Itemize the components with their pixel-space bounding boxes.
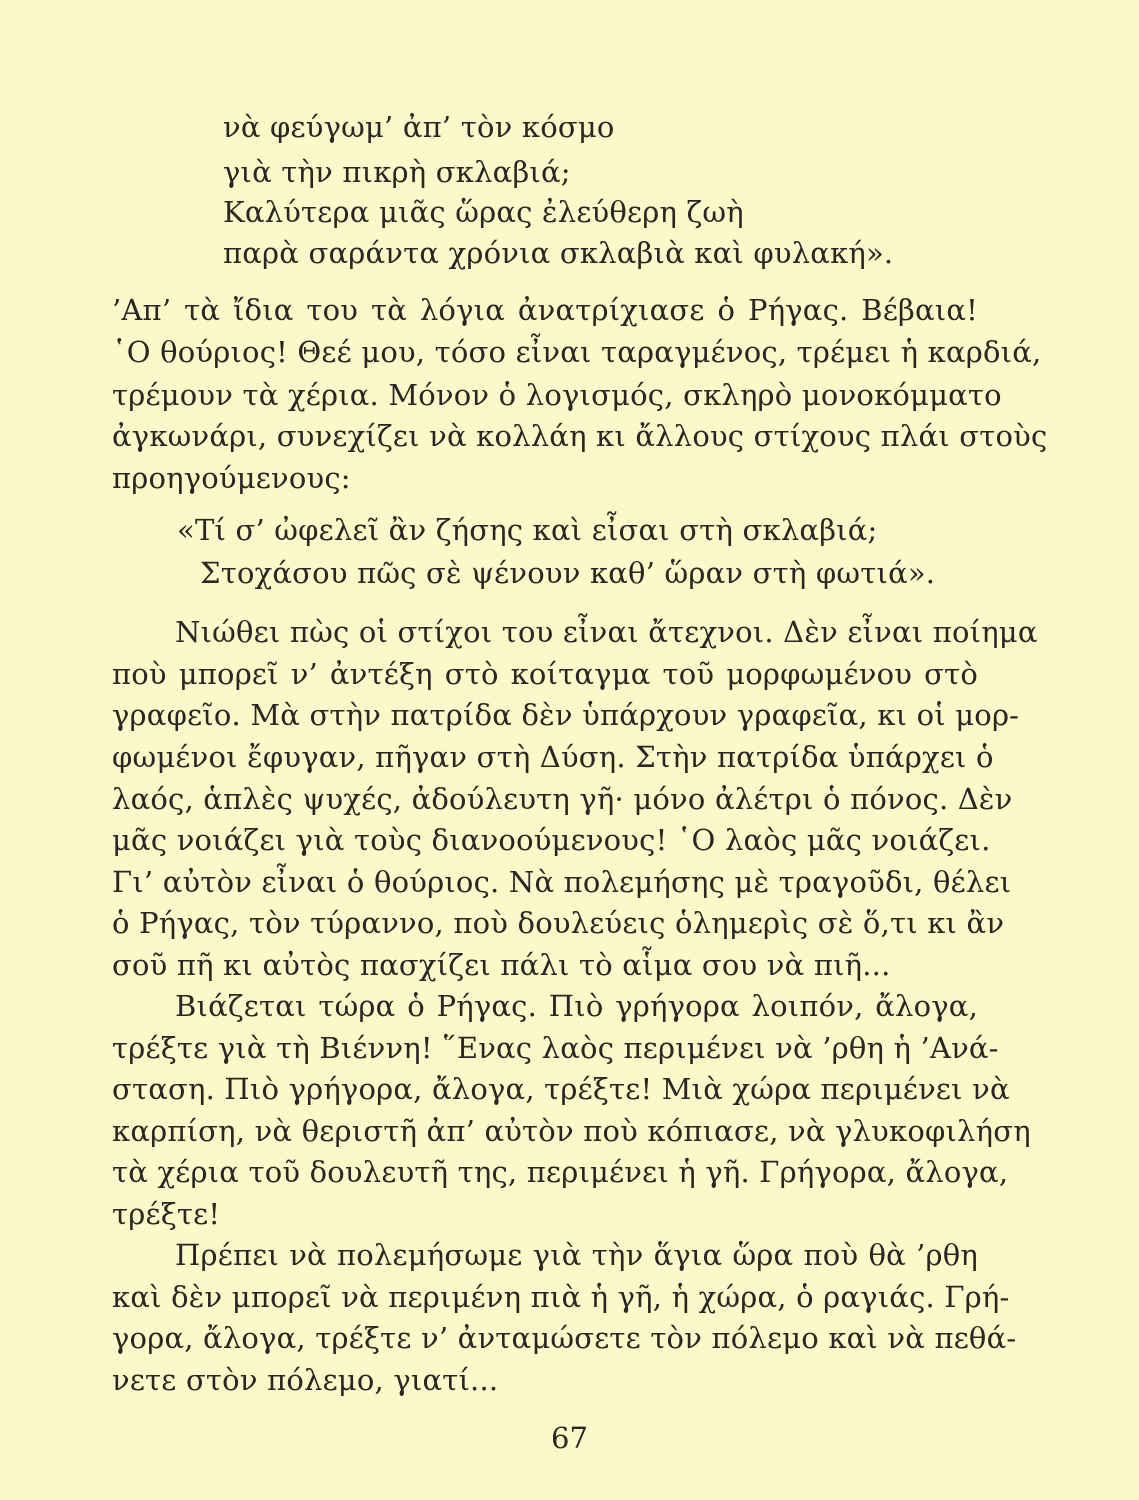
paragraph-line: ἀγκωνάρι, συνεχίζει νὰ κολλάη κι ἄλλους στίχους πλάι στοὺς bbox=[112, 419, 1048, 453]
paragraph-line: ῾Ο θούριος! Θεέ μου, τόσο εἶναι ταραγμένος, τρέμει ἡ καρδιά, bbox=[112, 335, 1042, 369]
paragraph-line: ὁ Ρήγας, τὸν τύραννο, ποὺ δουλεύεις ὁλημερὶς σὲ ὅ,τι κι ἂν bbox=[112, 906, 1005, 940]
paragraph-line: τρέμουν τὰ χέρια. Μόνον ὁ λογισμός, σκληρὸ μονοκόμματο bbox=[112, 378, 1002, 412]
paragraph-line: φωμένοι ἔφυγαν, πῆγαν στὴ Δύση. Στὴν πατρίδα ὑπάρχει ὁ bbox=[112, 740, 994, 774]
paragraph-line: Γι’ αὐτὸν εἶναι ὁ θούριος. Νὰ πολεμήσης μὲ τραγοῦδι, θέλει bbox=[112, 865, 1012, 899]
paragraph-line: τὰ χέρια τοῦ δουλευτῆ της, περιμένει ἡ γῆ. Γρήγορα, ἄλογα, bbox=[112, 1155, 1009, 1189]
paragraph-line: γορα, ἄλογα, τρέξτε ν’ ἀνταμώσετε τὸν πόλεμο καὶ νὰ πεθά- bbox=[112, 1321, 1017, 1355]
paragraph-line: ποὺ μπορεῖ ν’ ἀντέξη στὸ κοίταγμα τοῦ μορφωμένου στὸ bbox=[112, 657, 978, 691]
paragraph-line: Νιώθει πὼς οἱ στίχοι του εἶναι ἄτεχνοι. Δὲν εἶναι ποίημα bbox=[175, 615, 1038, 649]
paragraph-line: σταση. Πιὸ γρήγορα, ἄλογα, τρέξτε! Μιὰ χώρα περιμένει νὰ bbox=[112, 1072, 1010, 1106]
paragraph-line: τρέξτε! bbox=[112, 1197, 221, 1231]
paragraph-line: Βιάζεται τώρα ὁ Ρήγας. Πιὸ γρήγορα λοιπόν, ἄλογα, bbox=[175, 989, 978, 1023]
paragraph-line: ’Απ’ τὰ ἴδια του τὰ λόγια ἀνατρίχιασε ὁ Ρήγας. Βέβαια! bbox=[112, 293, 978, 327]
verse-line: παρὰ σαράντα χρόνια σκλαβιὰ καὶ φυλακή». bbox=[223, 236, 894, 270]
paragraph-line: προηγούμενους: bbox=[112, 461, 351, 495]
paragraph-line: λαός, ἁπλὲς ψυχές, ἀδούλευτη γῆ· μόνο ἀλέτρι ὁ πόνος. Δὲν bbox=[112, 782, 1013, 816]
paragraph-line: μᾶς νοιάζει γιὰ τοὺς διανοούμενους! ῾Ο λαὸς μᾶς νοιάζει. bbox=[112, 823, 991, 857]
verse-line: Καλύτερα μιᾶς ὥρας ἐλεύθερη ζωὴ bbox=[223, 195, 744, 229]
verse-line: γιὰ τὴν πικρὴ σκλαβιά; bbox=[223, 155, 571, 189]
paragraph-line: Πρέπει νὰ πολεμήσωμε γιὰ τὴν ἅγια ὥρα ποὺ θὰ ’ρθη bbox=[175, 1238, 978, 1272]
page-number: 67 bbox=[551, 1421, 588, 1455]
verse-line: Στοχάσου πῶς σὲ ψένουν καθ’ ὥραν στὴ φωτιά». bbox=[200, 556, 936, 590]
verse-line: νὰ φεύγωμ’ ἀπ’ τὸν κόσμο bbox=[223, 110, 615, 144]
paragraph-line: σοῦ πῆ κι αὐτὸς πασχίζει πάλι τὸ αἷμα σου νὰ πιῆ... bbox=[112, 948, 891, 982]
paragraph-line: καρπίση, νὰ θεριστῆ ἀπ’ αὐτὸν ποὺ κόπιασε, νὰ γλυκοφιλήση bbox=[112, 1114, 1031, 1148]
paragraph-line: καὶ δὲν μπορεῖ νὰ περιμένη πιὰ ἡ γῆ, ἡ χώρα, ὁ ραγιάς. Γρή- bbox=[112, 1280, 1010, 1314]
paragraph-line: γραφεῖο. Μὰ στὴν πατρίδα δὲν ὑπάρχουν γραφεῖα, κι οἱ μορ- bbox=[112, 698, 1020, 732]
paragraph-line: τρέξτε γιὰ τὴ Βιέννη! ῞Ενας λαὸς περιμένει νὰ ’ρθη ἡ ’Ανά- bbox=[112, 1031, 999, 1065]
verse-line: «Τί σ’ ὠφελεῖ ἂν ζήσης καὶ εἶσαι στὴ σκλαβιά; bbox=[177, 513, 878, 547]
paragraph-line: νετε στὸν πόλεμο, γιατί... bbox=[112, 1363, 499, 1397]
